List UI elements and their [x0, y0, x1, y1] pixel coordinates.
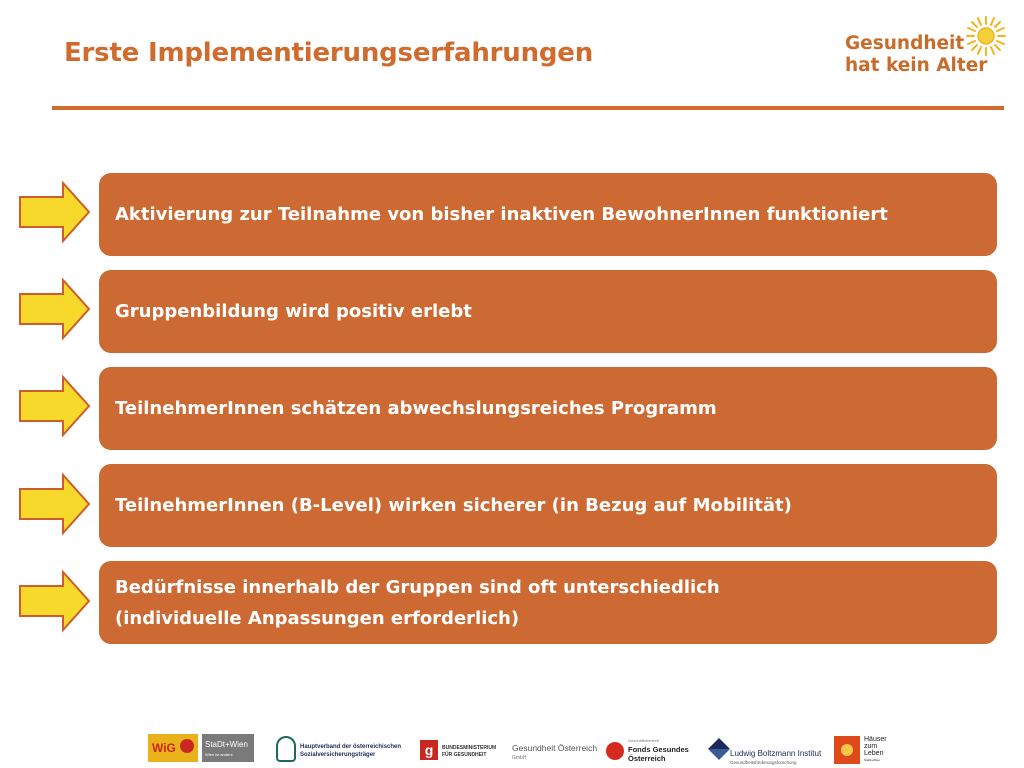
- wig-logo: WiG: [148, 734, 198, 762]
- point-box-4: [99, 464, 997, 547]
- brand-line-1: Gesundheit: [845, 33, 965, 54]
- lbi-triangles-icon: [708, 738, 730, 760]
- lbi-logo: Ludwig Boltzmann Institut Gesundheitsförderungsforschung: [708, 734, 828, 764]
- page-title: Erste Implementierungserfahrungen: [64, 38, 594, 68]
- partner-logos: [148, 734, 908, 768]
- wig-circle-icon: [180, 739, 194, 753]
- hauptverband-mark-icon: [276, 736, 296, 762]
- point-box-1: [99, 173, 997, 256]
- arrow-right-icon: [18, 375, 92, 437]
- haeuser-zum-leben-logo: Häuser zum Leben StaDt+Wien: [834, 734, 904, 764]
- point-box-3: [99, 367, 997, 450]
- point-text: Gruppenbildung wird positiv erlebt: [115, 301, 472, 322]
- fgoe-logo: Geschäftsbereich Fonds Gesundes Österreich: [606, 734, 696, 764]
- arrow-right-icon: [18, 473, 92, 535]
- haeuser-zum-leben-mark-icon: [834, 736, 860, 764]
- point-text: Bedürfnisse innerhalb der Gruppen sind oft unterschiedlich: [115, 576, 720, 598]
- title-divider: [52, 106, 1004, 110]
- fgoe-mark-icon: [606, 742, 624, 760]
- goeg-logo: Gesundheit Österreich GmbH: [512, 743, 598, 761]
- brand-line-2: hat kein Alter: [845, 55, 988, 76]
- point-box-5: [99, 561, 997, 644]
- point-box-2: [99, 270, 997, 353]
- bmg-logo: g BUNDESMINISTERIUM FÜR GESUNDHEIT: [420, 734, 500, 764]
- point-text: TeilnehmerInnen schätzen abwechslungsreiches Programm: [115, 398, 717, 419]
- point-text: TeilnehmerInnen (B-Level) wirken sicherer (in Bezug auf Mobilität): [115, 495, 792, 516]
- arrow-right-icon: [18, 181, 92, 243]
- arrow-right-icon: [18, 278, 92, 340]
- sun-logo-icon: [966, 16, 1006, 56]
- hauptverband-logo: Hauptverband der österreichischen Sozialversicherungsträger: [272, 734, 402, 764]
- stadt-wien-logo: StaDt+Wien Wien ist anders: [202, 734, 254, 762]
- point-text: Aktivierung zur Teilnahme von bisher inaktiven BewohnerInnen funktioniert: [115, 204, 888, 225]
- point-text: (individuelle Anpassungen erforderlich): [115, 607, 520, 629]
- arrow-right-icon: [18, 570, 92, 632]
- bmg-mark-icon: g: [420, 740, 438, 760]
